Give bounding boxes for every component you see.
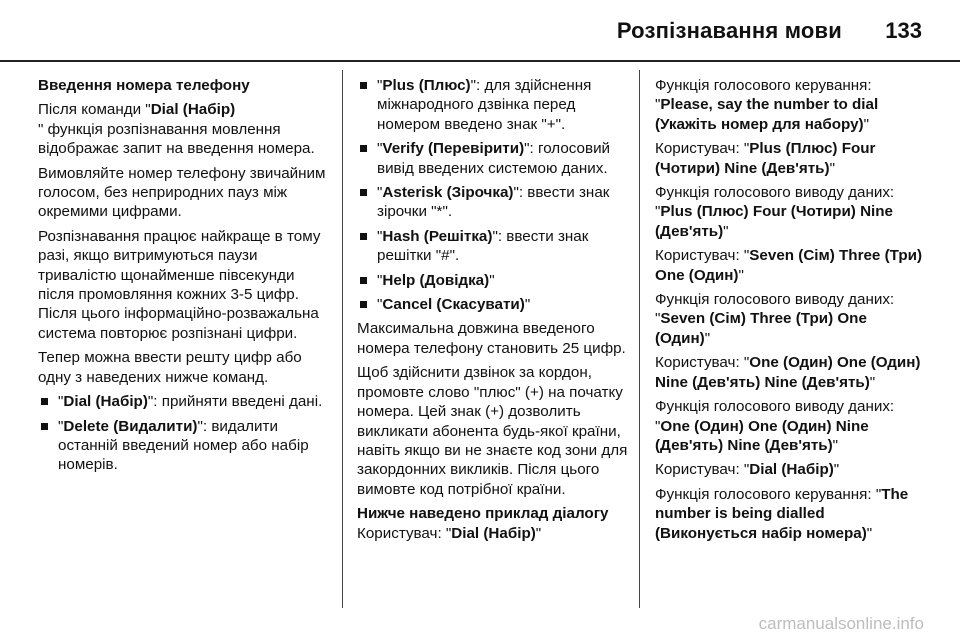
- text: Користувач: ": [655, 247, 750, 265]
- user-utterance: Plus (Плюс) Four (Чотири) Nine (Дев'ять): [655, 140, 876, 177]
- paragraph-dial-command: [38, 100, 330, 158]
- system-output: Seven (Сім) Three (Три) One (Один): [655, 310, 867, 347]
- quote: ": [377, 184, 383, 202]
- text: ": прийняти введені дані.: [147, 393, 323, 411]
- system-output: Plus (Плюс) Four (Чотири) Nine (Дев'ять): [655, 203, 893, 240]
- list-item: [357, 227, 629, 266]
- list-item: [38, 417, 330, 475]
- system-prompt: The number is being dialled (Виконується набір номера): [655, 485, 909, 542]
- quote: ": [738, 266, 744, 284]
- quote: ": [377, 77, 383, 94]
- text: Користувач: ": [655, 354, 750, 372]
- page-title: Розпізнавання мови: [616, 18, 842, 43]
- column-3: [655, 76, 925, 548]
- text: Функція голосового виводу даних: ": [655, 184, 895, 221]
- quote: ": [869, 373, 876, 391]
- paragraph-max-length: Максимальна довжина введеного номера телефону становить 25 цифр.: [357, 320, 626, 357]
- text: Після команди ": [38, 101, 151, 119]
- quote: ": [58, 393, 64, 411]
- paragraph-pauses: Розпізнавання працює найкраще в тому разі, якщо витримуються паузи тривалістю щонайменше півсекунди після промовляння кожних 3-5 цифр. Після цього інформаційно-розважальна система повторює розпізнані цифри.: [38, 227, 321, 342]
- quote: ": [832, 436, 839, 454]
- list-item: [357, 76, 629, 134]
- column-2: [357, 76, 629, 543]
- command-plus: Plus (Плюс): [382, 77, 471, 94]
- paragraph-international: Щоб здійснити дзвінок за кордон, промовте слово "плюс" (+) на початку номера. Цей знак (+) дозволить викликати абонента будь-якої країни, навіть якщо ви не знаєте код зони для закордонних викликів. Після цього вимовте код потрібної країни.: [357, 364, 628, 498]
- command-dial: Dial (Набір): [63, 393, 148, 411]
- section-heading-phone-entry: Введення номера телефону: [38, 77, 250, 94]
- text: Функція голосового керування: ": [655, 77, 872, 114]
- list-item: [357, 139, 629, 178]
- text: ": видалити останній введений номер або набір номерів.: [58, 417, 309, 474]
- quote: ": [58, 417, 64, 435]
- system-prompt: Please, say the number to dial (Укажіть номер для набору): [655, 96, 879, 133]
- quote: ": [833, 461, 840, 479]
- column-divider-right: [639, 70, 640, 608]
- command-verify: Verify (Перевірити): [382, 140, 525, 158]
- command-hash: Hash (Решітка): [382, 227, 493, 245]
- command-dial: Dial (Набір): [451, 524, 536, 542]
- command-cancel: Cancel (Скасувати): [382, 296, 525, 314]
- text: ": ввести знак зірочки "*".: [377, 184, 610, 221]
- command-delete: Delete (Видалити): [63, 417, 198, 435]
- command-help: Help (Довідка): [382, 271, 490, 289]
- quote: ": [863, 115, 870, 133]
- command-asterisk: Asterisk (Зірочка): [382, 184, 514, 202]
- quote: ": [377, 271, 383, 289]
- text: Функція голосового керування: ": [655, 485, 882, 503]
- text: Функція голосового виводу даних: ": [655, 398, 895, 435]
- list-item: [38, 392, 330, 411]
- watermark: carmanualsonline.info: [758, 614, 924, 633]
- text: ": для здійснення міжнародного дзвінка перед номером введено знак "+".: [377, 77, 592, 133]
- dialog-line: [655, 183, 925, 241]
- quote: ": [524, 296, 531, 314]
- page-header: [0, 0, 960, 62]
- system-output: One (Один) One (Один) Nine (Дев'ять) Nine (Дев'ять): [655, 417, 869, 454]
- quote: ": [723, 222, 729, 240]
- page-number: 133: [885, 18, 922, 43]
- column-1: [38, 76, 330, 480]
- quote: ": [377, 227, 383, 245]
- text: Користувач: ": [655, 140, 750, 158]
- column-divider-left: [342, 70, 343, 608]
- text: " функція розпізнавання мовлення відображає запит на введення номера.: [38, 120, 315, 158]
- dialog-line: [655, 290, 925, 348]
- user-utterance: Seven (Сім) Three (Три) One (Один): [655, 247, 923, 284]
- quote: ": [377, 140, 383, 158]
- section-heading-dialog: Нижче наведено приклад діалогу: [357, 505, 609, 523]
- dialog-line: [655, 76, 925, 134]
- paragraph-speak-number: Вимовляйте номер телефону звичайним голосом, без неприродних пауз між окремими цифрами.: [38, 164, 326, 221]
- dialog-line: [655, 460, 925, 479]
- dialog-example: [357, 504, 629, 543]
- text: Користувач: ": [655, 461, 750, 479]
- list-item: [357, 295, 629, 314]
- text: Користувач: ": [357, 524, 452, 542]
- dialog-line: [655, 139, 925, 178]
- text: ": голосовий вивід введених системою даних.: [377, 140, 611, 177]
- dialog-line: [655, 246, 925, 285]
- quote: ": [866, 524, 873, 542]
- text: Функція голосового виводу даних: ": [655, 291, 895, 328]
- dialog-line: [655, 353, 925, 392]
- user-utterance: One (Один) One (Один) Nine (Дев'ять) Nine (Дев'ять): [655, 354, 921, 391]
- dialog-line: [655, 397, 925, 455]
- quote: ": [489, 271, 495, 289]
- quote: ": [704, 329, 711, 347]
- list-item: [357, 271, 629, 290]
- paragraph-continue: Тепер можна ввести решту цифр або одну з наведених нижче команд.: [38, 349, 302, 386]
- quote: ": [377, 296, 383, 314]
- list-item: [357, 183, 629, 222]
- user-utterance: Dial (Набір): [749, 461, 834, 479]
- quote: ": [535, 524, 542, 542]
- dialog-line: [357, 524, 629, 543]
- dialog-line: [655, 485, 925, 543]
- command-dial: Dial (Набір): [150, 101, 236, 119]
- quote: ": [829, 159, 835, 177]
- text: ": ввести знак решітки "#".: [377, 227, 589, 265]
